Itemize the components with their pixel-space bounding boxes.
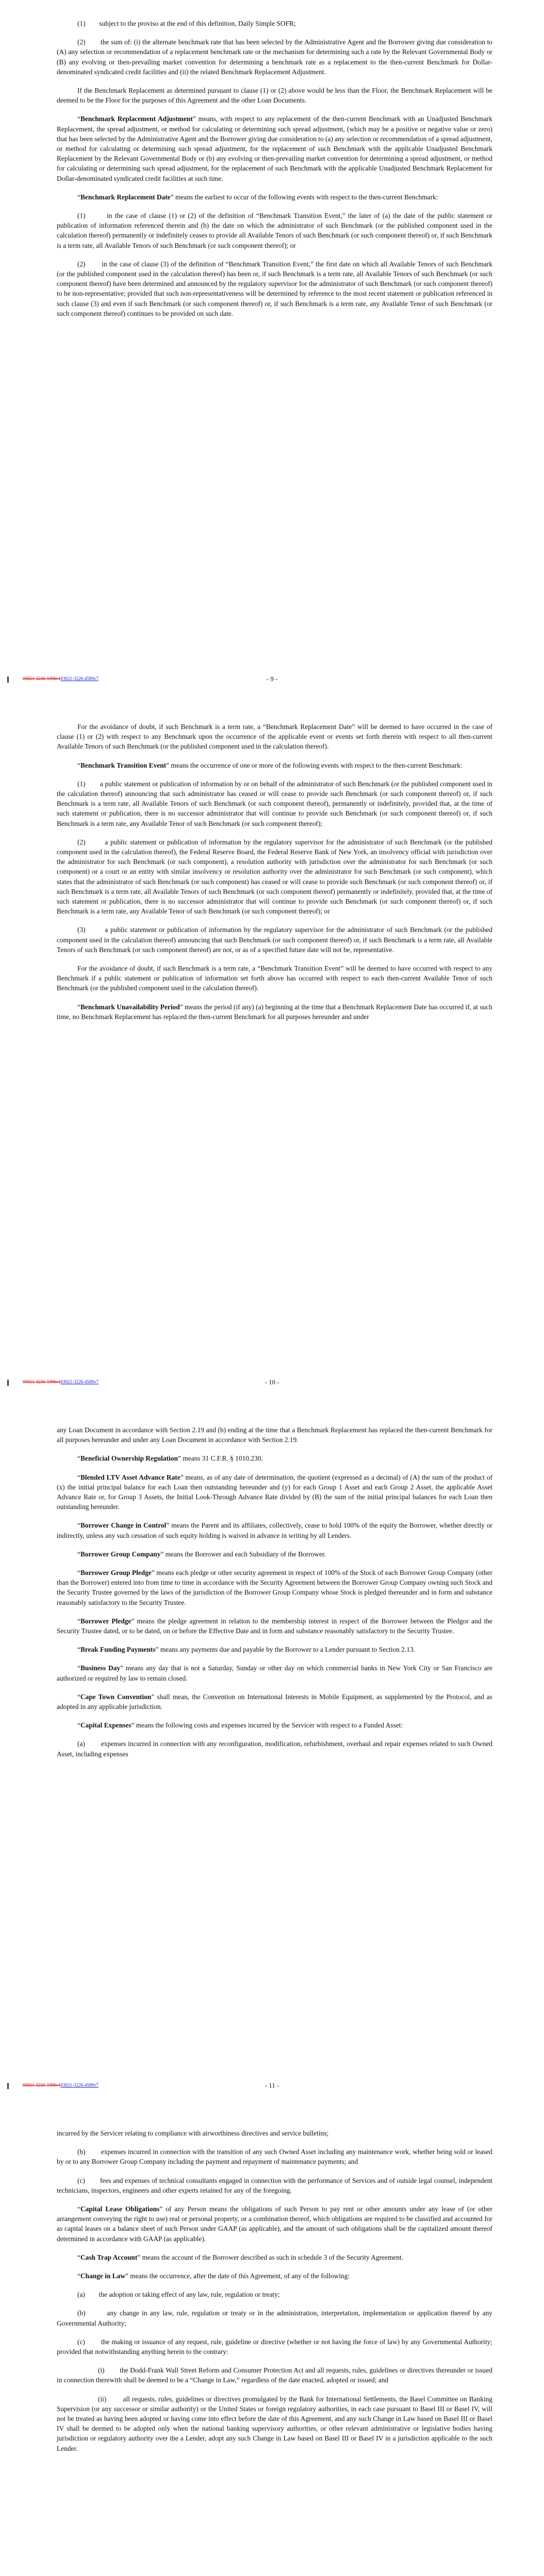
definition-capital-expenses: “Capital Expenses” means the following costs and expenses incurred by the Servicer with respect to a Funded Asset:: [77, 1721, 403, 1730]
clause-3: (3) a public statement or publication of information by the regulatory supervisor for the administrator of such Benchmark (or the published component used in the calculation thereof) announcing that such Benchmark (or such component thereof) or, if such Benchmark is a term rate, all Available Tenors of such Benchmark (or such component thereof) are not, or as of a specified future date will not be, representative.: [57, 926, 492, 954]
clause-a: (a) the adoption or taking effect of any law, rule, regulation or treaty;: [77, 2291, 280, 2299]
paragraph: If the Benchmark Replacement as determined pursuant to clause (1) or (2) above would be less than the Floor, the Benchmark Replacement will be deemed to be the Floor for the purposes of this Agreement and the other Loan Documents.: [57, 87, 492, 105]
defined-term: Capital Lease Obligations: [80, 2205, 160, 2213]
definition-benchmark-unavailability-period: “Benchmark Unavailability Period” means the period (if any) (a) beginning at the time that a Benchmark Replacement Date has occurred if, at such time, no Benchmark Replacement has replaced the then-current Benchmark for all purposes hereunder and under: [57, 1003, 492, 1021]
defined-term: Borrower Pledge: [80, 1617, 131, 1625]
definition-borrower-group-pledge: “Borrower Group Pledge” means each pledge or other security agreement in respect of 100% of the Stock of each Borrower Group Company (other than the Borrower) entered into from time to time in accordance with the Security Agreement between the Borrower Group Company owning such Stock and the Security Trustee governed by the laws of the jurisdiction of the Borrower Group Company whose Stock is pledged thereunder and in form and substance reasonably satisfactory to the Security Trustee.: [57, 1569, 492, 1606]
document-page-12: [0, 2110, 544, 2576]
document-page-10: [0, 703, 544, 1406]
document-id-inserted: 03021-3226-4589v7: [60, 1379, 98, 1384]
clause-2: (2) in the case of clause (3) of the definition of “Benchmark Transition Event,” the first date on which all Available Tenors of such Benchmark (or the published component used in the calculation thereof) has been or, if such Benchmark is a term rate, all Available Tenors of such Benchmark (or such component thereof) have been determined and announced by the regulatory supervisor for the administrator of such Benchmark (or such component thereof) to be non-representative; provided that such non-representativeness will be determined by reference to the most recent statement or publication referenced in such clause (3) and even if such Benchmark (or such component thereof) or, if such Benchmark is a term rate, any Available Tenor of such Benchmark (or such component thereof) continues to be provided on such date.: [57, 260, 492, 317]
document-page-11: [0, 1406, 544, 2110]
clause-b: (b) expenses incurred in connection with the transition of any such Owned Asset including any maintenance work, whether being sold or leased by or to any Borrower Group Company including the payment and repayment of maintenance payments; and: [57, 2148, 492, 2166]
page-number: - 11 -: [265, 2081, 279, 2089]
defined-term: Break Funding Payments: [80, 1646, 156, 1654]
document-id-inserted: 03021-3226-4589v7: [60, 2082, 98, 2088]
page-body: [57, 722, 492, 1030]
definition-business-day: “Business Day” means any day that is not a Saturday, Sunday or other day on which commercial banks in New York City or San Francisco are authorized or required by law to remain closed.: [57, 1664, 492, 1682]
defined-term: Borrower Group Company: [80, 1550, 161, 1558]
definition-capital-lease-obligations: “Capital Lease Obligations” of any Person means the obligations of such Person to pay rent or other amounts under any lease of (or other arrangement conveying the right to use) real or personal property, or a combination thereof, which obligations are required to be classified and accounted for as capital leases on a balance sheet of such Person under GAAP (as applicable), and the amount of such obligations shall be the capitalized amount thereof determined in accordance with GAAP (as applicable).: [57, 2205, 492, 2243]
clause-c: (c) the making or issuance of any request, rule, guideline or directive (whether or not having the force of law) by any Governmental Authority; provided that notwithstanding anything herein to the contrary:: [57, 2337, 492, 2356]
defined-term: Borrower Change in Control: [80, 1521, 167, 1530]
definition-blended-ltv-asset-advance-rate: “Blended LTV Asset Advance Rate” means, as of any date of determination, the quotient (expressed as a decimal) of (A) the sum of the product of (x) the initial principal balance for each Loan then outstanding hereunder and (y) for each Group 1 Asset and each Group 2 Asset, the applicable Asset Advance Rate or, for Group 3 Assets, the Initial Look-Through Advance Rate divided by (B) the sum of the initial principal balances for each Loan then outstanding hereunder.: [57, 1473, 492, 1511]
page-body: [57, 2128, 492, 2462]
page-footer: [0, 1377, 544, 1397]
clause-ii: (ii) all requests, rules, guidelines or directives promulgated by the Bank for International Settlements, the Basel Committee on Banking Supervision (or any successor or similar authority) or the United States or foreign regulatory authorities, in each case pursuant to Basel III or Basel IV, will not be treated as having been adopted or having come into effect before the date of this Agreement, and any such Change in Law based on Basel III or Basel IV shall be deemed to be adopted only when the national banking supervisory authorities, or other relevant administrative or legislative bodies having jurisdiction or regulatory authority over the a Lender, adopt any such Change in Law based on Basel III or Basel IV in a jurisdiction applicable to the such Lender.: [57, 2395, 492, 2452]
clause-1: (1) in the case of clause (1) or (2) of the definition of “Benchmark Transition Event,” the later of (a) the date of the public statement or publication of information referenced therein and (b) the date on which the administrator of such Benchmark (or the published component used in the calculation thereof) permanently or indefinitely ceases to provide all Available Tenors of such Benchmark (or such component thereof) or, if such Benchmark is a term rate, all Available Tenors of such Benchmark (or such component thereof); or: [57, 212, 492, 249]
document-id-deleted: 03021-3226-3396v1: [23, 1379, 61, 1384]
page-footer: [0, 2080, 544, 2100]
definition-break-funding-payments: “Break Funding Payments” means any payments due and payable by the Borrower to a Lender pursuant to Section 2.13.: [77, 1646, 416, 1654]
paragraph-continued: incurred by the Servicer relating to compliance with airworthiness directives and service bulletins;: [57, 2129, 329, 2137]
definition-borrower-change-in-control: “Borrower Change in Control” means the Parent and its affiliates, collectively, cease to hold 100% of the equity the Borrower, whether directly or indirectly, unless any such cessation of such equity holding is waived in advance in writing by all Lenders.: [57, 1521, 493, 1539]
defined-term: Business Day: [80, 1664, 121, 1672]
document-id-inserted: 03021-3226-4589v7: [60, 676, 98, 681]
document-page-9: [0, 0, 544, 703]
defined-term: Blended LTV Asset Advance Rate: [80, 1473, 180, 1481]
defined-term: Capital Expenses: [80, 1721, 131, 1730]
clause-b: (b) any change in any law, rule, regulation or treaty or in the administration, interpretation, implementation or application thereof by any Governmental Authority;: [57, 2309, 492, 2327]
definition-cash-trap-account: “Cash Trap Account” means the account of the Borrower described as such in schedule 3 of the Security Agreement.: [77, 2253, 404, 2261]
page-footer: [0, 673, 544, 694]
page-number: - 10 -: [265, 1378, 279, 1386]
clause-1: (1) subject to the proviso at the end of this definition, Daily Simple SOFR;: [77, 20, 296, 27]
defined-term: Cape Town Convention: [80, 1692, 152, 1701]
defined-term: Change in Law: [80, 2272, 126, 2280]
page-body: [57, 1425, 492, 1768]
definition-benchmark-transition-event: “Benchmark Transition Event” means the occurrence of one or more of the following events with respect to the then-current Benchmark:: [77, 761, 463, 769]
defined-term: Benchmark Unavailability Period: [80, 1003, 180, 1011]
definition-beneficial-ownership-regulation: “Beneficial Ownership Regulation” means 31 C.F.R. § 1010.230.: [77, 1454, 263, 1463]
paragraph-continued: any Loan Document in accordance with Section 2.19 and (b) ending at the time that a Benchmark Replacement has replaced the then-current Benchmark for all purposes hereunder and under any Loan Document in accordance with Section 2.19.: [57, 1426, 492, 1444]
defined-term: Beneficial Ownership Regulation: [80, 1454, 178, 1463]
clause-2: (2) the sum of: (i) the alternate benchmark rate that has been selected by the Administrative Agent and the Borrower giving due consideration to (A) any selection or recommendation of a replacement benchmark rate or the mechanism for determining such a rate by the Relevant Governmental Body or (B) any evolving or then-prevailing market convention for determining a benchmark rate as a replacement to the then-current Benchmark for Dollar-denominated syndicated credit facilities and (ii) the related Benchmark Replacement Adjustment.: [57, 38, 492, 76]
document-id-deleted: 03021-3226-3396v1: [23, 2082, 61, 2088]
document-id-deleted: 03021-3226-3396v1: [23, 676, 61, 681]
definition-benchmark-replacement-date: “Benchmark Replacement Date” means the earliest to occur of the following events with respect to the then-current Benchmark:: [77, 193, 438, 201]
definition-borrower-group-company: “Borrower Group Company” means the Borrower and each Subsidiary of the Borrower.: [77, 1550, 326, 1558]
clause-i: (i) the Dodd-Frank Wall Street Reform and Consumer Protection Act and all requests, rules, guidelines or directives thereunder or issued in connection therewith shall be deemed to be a “Change in Law,” regardless of the date enacted, adopted or issued; and: [57, 2366, 492, 2384]
clause-c: (c) fees and expenses of technical consultants engaged in connection with the performance of Services and of outside legal counsel, independent technicians, inspectors, engineers and other experts retained for any of the foregoing.: [57, 2176, 492, 2194]
defined-term: Cash Trap Account: [80, 2253, 138, 2261]
definition-cape-town-convention: “Cape Town Convention” shall mean, the Convention on International Interests in Mobile Equipment, as supplemented by the Protocol, and as adopted in any applicable jurisdiction.: [57, 1692, 493, 1711]
clause-1: (1) a public statement or publication of information by or on behalf of the administrator of such Benchmark (or the published component used in the calculation thereof) announcing that such administrator has ceased or will cease to provide such Benchmark (or such component thereof) or, if such Benchmark is a term rate, all Available Tenors of such Benchmark (or such component thereof), permanently or indefinitely, provided that, at the time of such statement or publication, there is no successor administrator that will continue to provide such Benchmark (or such component thereof) or, if such Benchmark is a term rate, any Available Tenor of such Benchmark (or such component thereof);: [57, 779, 492, 827]
clause-2: (2) a public statement or publication of information by the regulatory supervisor for the administrator of such Benchmark (or the published component used in the calculation thereof), the Federal Reserve Board, the Federal Reserve Bank of New York, an insolvency official with jurisdiction over the administrator for such Benchmark (or such component), a resolution authority with jurisdiction over the administrator for such Benchmark (or such component) or a court or an entity with similar insolvency or resolution authority over the administrator for such Benchmark (or such component), which states that the administrator of such Benchmark (or such component) has ceased or will cease to provide such Benchmark (or such component thereof) or, if such Benchmark is a term rate, all Available Tenors of such Benchmark (or such component thereof) permanently or indefinitely, provided that, at the time of such statement or publication, there is no successor administrator that will continue to provide such Benchmark (or such component thereof) or, if such Benchmark is a term rate, any Available Tenor of such Benchmark (or such component thereof); or: [57, 838, 492, 916]
clause-a: (a) expenses incurred in connection with any reconfiguration, modification, refurbishment, overhaul and repair expenses related to such Owned Asset, including expenses: [57, 1740, 492, 1758]
paragraph: For the avoidance of doubt, if such Benchmark is a term rate, a “Benchmark Transition Event” will be deemed to have occurred with respect to any Benchmark if a public statement or publication of information set forth above has occurred with respect to each then-current Available Tenor of such Benchmark (or the published component used in the calculation thereof).: [57, 964, 492, 992]
defined-term: Benchmark Transition Event: [80, 761, 167, 769]
defined-term: Borrower Group Pledge: [80, 1569, 152, 1577]
definition-borrower-pledge: “Borrower Pledge” means the pledge agreement in relation to the membership interest in respect of the Borrower between the Pledgor and the Security Trustee dated, or to be dated, on or before the Effective Date and in form and substance reasonably satisfactory to the Security Trustee.: [57, 1617, 492, 1635]
defined-term: Benchmark Replacement Adjustment: [80, 115, 193, 123]
page-number: - 9 -: [266, 675, 278, 683]
definition-benchmark-replacement-adjustment: “Benchmark Replacement Adjustment” means, with respect to any replacement of the then-current Benchmark with an Unadjusted Benchmark Replacement, the spread adjustment, or method for calculating or determining such spread adjustment, (which may be a positive or negative value or zero) that has been selected by the Administrative Agent and the Borrower giving due consideration to (a) any selection or recommendation of a spread adjustment, or method for calculating or determining such spread adjustment, for the replacement of such Benchmark with the applicable Unadjusted Benchmark Replacement by the Relevant Governmental Body or (b) any evolving or then-prevailing market convention for determining a spread adjustment, or method for calculating or determining such spread adjustment, for the replacement of such Benchmark with the applicable Unadjusted Benchmark Replacement for Dollar-denominated syndicated credit facilities at such time.: [57, 115, 492, 182]
paragraph: For the avoidance of doubt, if such Benchmark is a term rate, a “Benchmark Replacement Date” will be deemed to have occurred in the case of clause (1) or (2) with respect to any Benchmark upon the occurrence of the applicable event or events set forth therein with respect to all then-current Available Tenors of such Benchmark (or the published component used in the calculation thereof).: [57, 723, 492, 751]
definition-change-in-law: “Change in Law” means the occurrence, after the date of this Agreement, of any of the following:: [77, 2272, 350, 2280]
page-body: [57, 19, 492, 327]
defined-term: Benchmark Replacement Date: [80, 193, 171, 201]
